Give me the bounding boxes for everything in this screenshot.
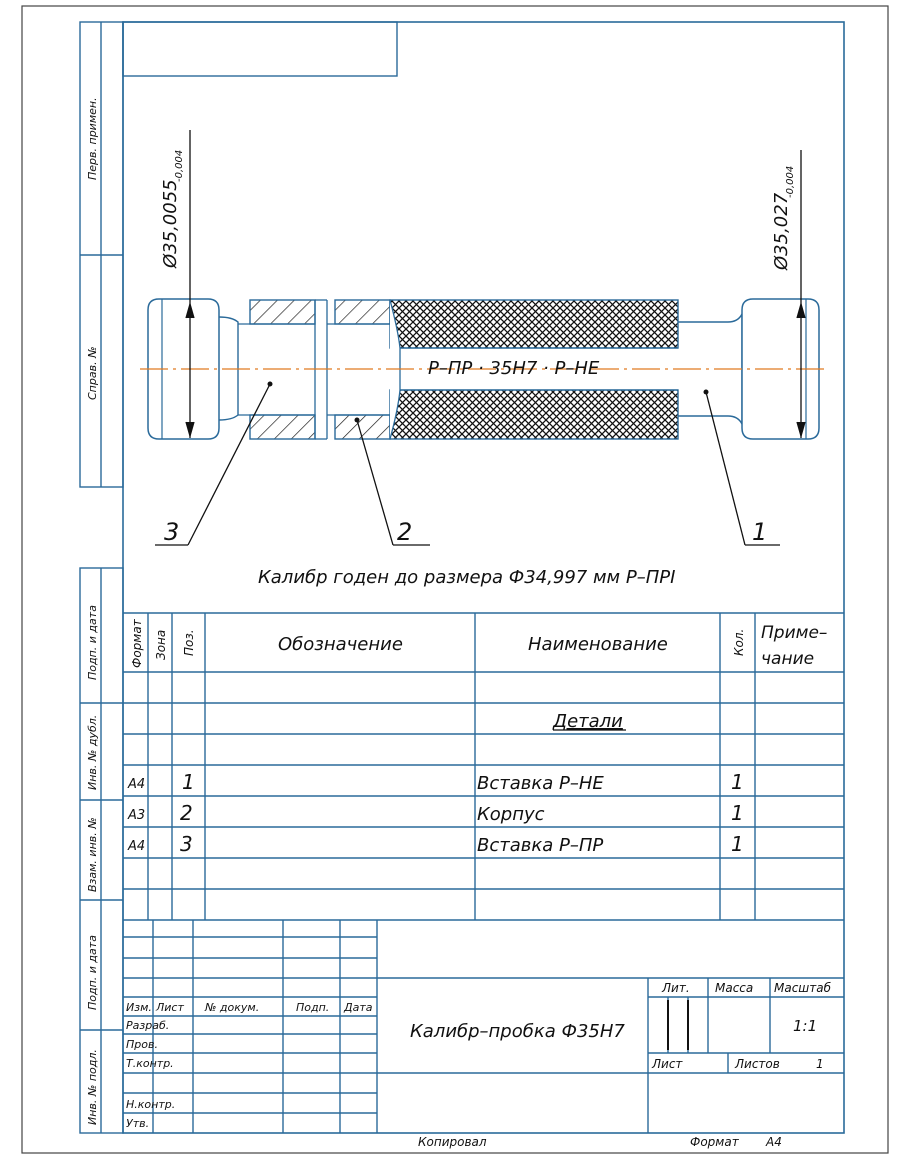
tb-col-izm: Изм. — [126, 1001, 152, 1014]
spec-header-pos: Поз. — [182, 629, 196, 656]
spec-row-1-qty: 1 — [731, 770, 744, 794]
spec-header-note-1: Приме– — [761, 623, 828, 643]
spec-row-1-pos: 1 — [182, 770, 195, 794]
spec-header-note-2: чание — [761, 649, 815, 669]
tb-massa: Масса — [715, 981, 754, 995]
spec-row-1-format: А4 — [128, 777, 146, 792]
tb-razrab: Разраб. — [126, 1019, 170, 1032]
gauge-note: Калибр годен до размера Ф34,997 мм Р–ПРI — [258, 567, 676, 588]
margin-vzam-inv: Взам. инв. № — [86, 817, 99, 892]
tb-masshtab: Масштаб — [774, 981, 832, 995]
center-marking-label: Р–ПР · 35Н7 · Р–НЕ — [428, 358, 600, 379]
footer-format-value: А4 — [766, 1135, 782, 1149]
spec-row-2-format: А3 — [128, 808, 146, 823]
spec-table-grid — [123, 613, 844, 920]
spec-row-3-pos: 3 — [180, 832, 193, 856]
spec-row-3-qty: 1 — [731, 832, 744, 856]
leader-label-2: 2 — [397, 518, 413, 546]
insert-section-left-bottom — [250, 415, 315, 439]
tb-listov-value: 1 — [816, 1057, 824, 1071]
title-block-bold-lines — [668, 1000, 688, 1050]
margin-sprav-no: Справ. № — [86, 346, 99, 400]
leader-label-1: 1 — [752, 518, 768, 546]
tb-listov: Листов — [735, 1057, 780, 1071]
spec-header-qty: Кол. — [732, 628, 746, 656]
tb-col-podp: Подп. — [296, 1001, 330, 1014]
spec-row-3-name: Вставка Р–ПР — [477, 835, 604, 856]
tb-col-list: Лист — [156, 1001, 184, 1014]
spec-row-1-name: Вставка Р–НЕ — [477, 773, 604, 794]
tb-lit: Лит. — [662, 981, 690, 995]
tb-t-kontr: Т.контр. — [126, 1057, 174, 1070]
footer-kopiroval: Копировал — [418, 1135, 487, 1149]
knurled-handle-bottom — [390, 390, 678, 439]
tb-col-data: Дата — [344, 1001, 373, 1014]
spec-row-2-pos: 2 — [180, 801, 193, 825]
margin-perv-primen: Перв. примен. — [86, 97, 99, 180]
designation-box — [123, 22, 397, 76]
body-section-bottom — [335, 415, 390, 439]
tb-utv: Утв. — [126, 1117, 150, 1130]
margin-inv-podl: Инв. № подл. — [86, 1049, 99, 1125]
margin-podp-data-1: Подп. и дата — [86, 605, 99, 680]
dim-right-value: Ø35,027 — [771, 192, 792, 270]
footer-format-label: Формат — [690, 1135, 739, 1149]
tb-document-title: Калибр–пробка Ф35Н7 — [410, 1021, 625, 1042]
tb-n-kontr: Н.контр. — [126, 1098, 176, 1111]
spec-header-designation: Обозначение — [278, 634, 403, 655]
spec-header-zone: Зона — [154, 629, 168, 660]
dim-left-value: Ø35,0055 — [160, 179, 181, 268]
spec-row-3-format: А4 — [128, 839, 146, 854]
dim-left-tolerance: -0,004 — [174, 149, 185, 182]
tb-scale-value: 1:1 — [793, 1017, 818, 1035]
margin-podp-data-2: Подп. и дата — [86, 935, 99, 1010]
spec-header-format: Формат — [130, 619, 144, 668]
leader-label-3: 3 — [164, 518, 180, 546]
spec-row-2-qty: 1 — [731, 801, 744, 825]
dim-right-tolerance: -0,004 — [785, 165, 796, 198]
tb-list: Лист — [652, 1057, 683, 1071]
insert-section-left — [250, 300, 315, 324]
knurled-handle-top — [390, 300, 678, 348]
spec-section-title: Детали — [553, 711, 623, 732]
body-section-top — [335, 300, 390, 324]
tb-prov: Пров. — [126, 1038, 158, 1051]
margin-inv-dubl: Инв. № дубл. — [86, 714, 99, 790]
spec-header-name: Наименование — [528, 634, 668, 655]
spec-row-2-name: Корпус — [477, 804, 545, 825]
tb-col-doc: № докум. — [205, 1001, 260, 1014]
